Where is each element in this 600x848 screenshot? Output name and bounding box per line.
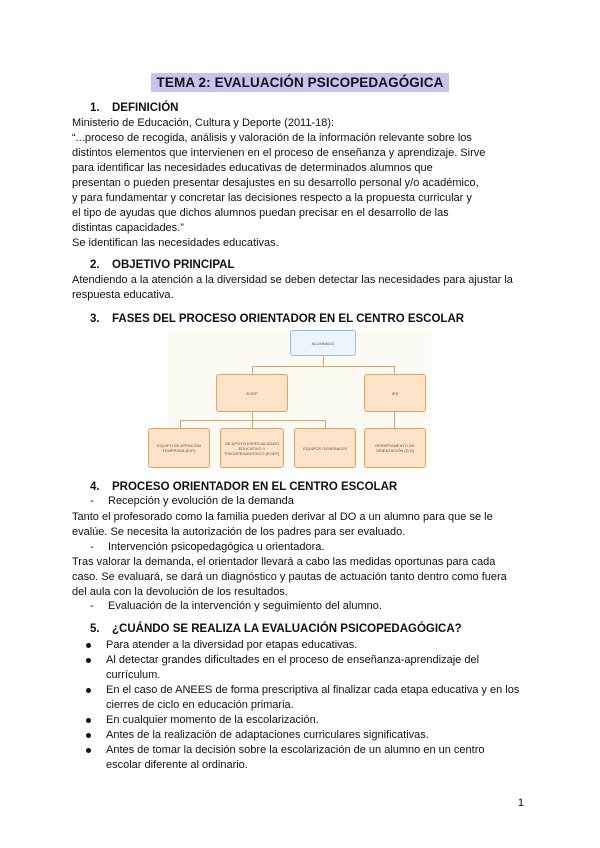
diagram-connector [252,366,253,374]
process-step-text: Evaluación de la intervención y seguimiento del alumno. [108,600,382,612]
bullet-text: Antes de tomar la decisión sobre la escolarización de un alumno en un centro [106,744,485,756]
bullet-dot-icon [86,748,91,753]
bullet-dot-icon [86,658,91,663]
bullet-dot-icon [86,718,91,723]
process-paragraph-line: evalúe. Se necesita la autorización de los padres para ser evaluado. [72,526,406,538]
diagram-leaf-generales: EQUIPOS GENERALES [294,428,356,468]
diagram-node-eoep: EOEP [216,374,288,412]
bullet-text: escolar diferente al ordinario. [106,759,248,771]
page-title: TEMA 2: EVALUACIÓN PSICOPEDAGÓGICA [151,73,450,92]
diagram-leaf-eoep: DE APOYO ESPECIALIZADO EDUCATIVO Y PSICOPEDAGÓGICO (EOEP) [220,428,284,468]
bullet-dot-icon [86,688,91,693]
diagram-connector [394,366,395,374]
diagram-connector [325,420,326,428]
process-paragraph-line: Tanto el profesorado como la familia pueden derivar al DO a un alumno para que se le [72,511,493,523]
section-title: PROCESO ORIENTADOR EN EL CENTRO ESCOLAR [112,481,398,493]
diagram-node-ies: IES [364,374,426,412]
bullet-text: Antes de la realización de adaptaciones curriculares significativas. [106,729,429,741]
diagram-root-node: ALUMNADO [290,330,356,356]
definition-quote-line: para identificar las necesidades educativas de determinados alumnos que [72,162,433,174]
bullet-text: Al detectar grandes dificultades en el proceso de enseñanza-aprendizaje del [106,654,480,666]
definition-source: Ministerio de Educación, Cultura y Deporte (2011-18): [72,117,335,129]
diagram-leaf-eat: EQUIPO DE ATENCIÓN TEMPRANA (EAT) [148,428,210,468]
definition-quote-line: el tipo de ayudas que dichos alumnos puedan precisar en el desarrollo de las [72,207,449,219]
diagram-connector [252,412,253,420]
section-number: 1. [90,102,100,114]
dash-marker: - [90,600,94,612]
bullet-dot-icon [86,733,91,738]
bullet-text: cierres de ciclo en educación primaria. [106,699,294,711]
diagram-connector [180,420,326,421]
section-number: 3. [90,313,100,325]
process-paragraph-line: caso. Se evaluará, se dará un diagnóstico y pautas de actuación tanto dentro como fuera [72,571,507,583]
definition-quote-line: y para fundamentar y concretar las decisiones respecto a la propuesta curricular y [72,192,472,204]
diagram-leaf-do: DEPARTAMENTO DE ORIENTACIÓN (D.O) [364,428,426,468]
definition-quote-line: distintos elementos que intervienen en el proceso de enseñanza y aprendizaje. Sirve [72,147,486,159]
definition-quote-line: distintas capacidades.” [72,222,184,234]
process-paragraph-line: del aula con la devolución de los resultados. [72,586,288,598]
objective-line: Atendiendo a la atención a la diversidad se deben detectar las necesidades para ajustar la [72,274,513,286]
section-title: OBJETIVO PRINCIPAL [112,259,235,271]
section-number: 4. [90,481,100,493]
section-number: 5. [90,623,100,635]
objective-line: respuesta educativa. [72,289,174,301]
process-step-3 [90,600,382,612]
section-number: 2. [90,259,100,271]
bullet-text: currículum. [106,669,161,681]
definition-note: Se identifican las necesidades educativas. [72,237,279,249]
process-step-text: Recepción y evolución de la demanda [108,495,294,507]
process-step-2 [90,541,324,553]
definition-quote-line: presentan o pueden presentar desajustes en su desarrollo personal y/o académico, [72,177,479,189]
section-2-heading [90,259,234,271]
orientation-diagram [157,330,431,469]
section-5-heading [90,623,462,635]
page-number: 1 [517,797,524,809]
section-title: DEFINICIÓN [112,102,179,114]
section-title: ¿CUÁNDO SE REALIZA LA EVALUACIÓN PSICOPEDAGÓGICA? [112,623,462,635]
dash-marker: - [90,495,94,507]
section-1-heading [90,102,178,114]
diagram-connector [252,420,253,428]
dash-marker: - [90,541,94,553]
process-step-1 [90,495,294,507]
diagram-connector [323,356,324,366]
title-container [0,73,600,92]
bullet-text: En cualquier momento de la escolarización. [106,714,319,726]
definition-quote-line: “...proceso de recogida, análisis y valoración de la información relevante sobre los [72,132,472,144]
bullet-text: En el caso de ANEES de forma prescriptiva al finalizar cada etapa educativa y en los [106,684,520,696]
diagram-connector [252,366,394,367]
section-title: FASES DEL PROCESO ORIENTADOR EN EL CENTRO ESCOLAR [112,313,465,325]
process-step-text: Intervención psicopedagógica u orientadora. [108,541,325,553]
section-3-heading [90,313,464,325]
section-4-heading [90,481,397,493]
bullet-text: Para atender a la diversidad por etapas educativas. [106,639,358,651]
diagram-connector [180,420,181,428]
process-paragraph-line: Tras valorar la demanda, el orientador llevará a cabo las medidas oportunas para cada [72,556,496,568]
bullet-dot-icon [86,643,91,648]
diagram-connector [394,412,395,428]
